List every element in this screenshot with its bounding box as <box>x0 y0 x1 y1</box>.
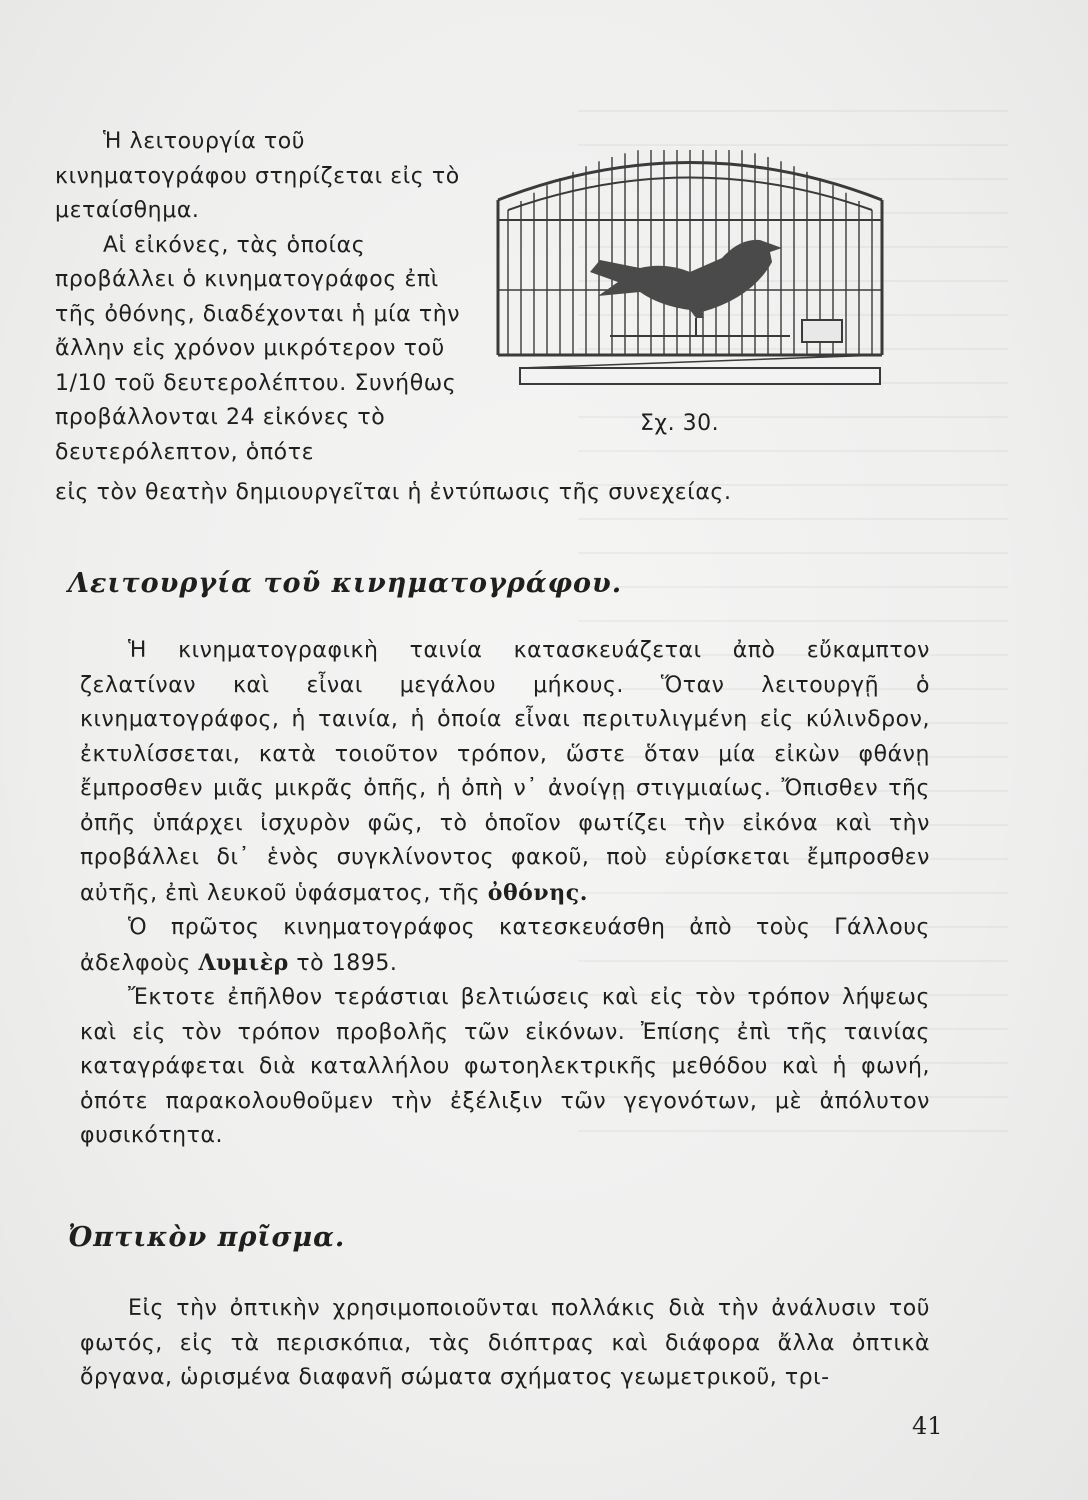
cinema-paragraph-3: Ἔκτοτε ἐπῆλθον τεράστιαι βελτιώσεις καὶ εἰς τὸν τρόπον λήψεως καὶ εἰς τὸν τρόπον προβολῆς τῶν εἰκόνων. Ἐπίσης ἐπὶ τῆς ταινίας καταγράφεται διὰ καταλλήλου φωτοηλεκτρικῆς μεθόδου καὶ ἡ φωνή, ὁπότε παρακολουθοῦμεν τὴν ἐξέλιξιν τῶν γεγονότων, μὲ ἀπόλυτον φυσικότητα. <box>80 985 930 1148</box>
screen-term: ὀθόνης. <box>487 879 588 906</box>
intro-paragraph-2: Αἱ εἰκόνες, τὰς ὁποίας προβάλλει ὁ κινηματογράφος ἐπὶ τῆς ὀθόνης, διαδέχονται ἡ μία τὴν ἄλλην εἰς χρόνον μικρότερον τοῦ 1/10 τοῦ δευτερολέπτου. Συνήθως προβάλλονται 24 εἰκόνες τὸ δευτερόλεπτον, ὁπότε <box>55 232 461 465</box>
page-number: 41 <box>912 1412 943 1440</box>
intro-text <box>55 125 485 470</box>
section-cinema-body <box>80 634 930 1154</box>
cage-floor-edge <box>520 355 882 368</box>
intro-paragraph-1: Ἡ λειτουργία τοῦ κινηματογράφου στηρίζεται εἰς τὸ μεταίσθημα. <box>55 129 460 223</box>
section-heading-prism: Ὀπτικὸν πρῖσμα. <box>68 1222 346 1253</box>
section-prism-body <box>80 1292 930 1396</box>
figure-caption: Σχ. 30. <box>640 411 720 436</box>
intro-final-line: εἰς τὸν θεατὴν δημιουργεῖται ἡ ἐντύπωσις τῆς συνεχείας. <box>55 480 732 505</box>
bird-silhouette <box>590 240 782 318</box>
cinema-paragraph-2-text: Ὁ πρῶτος κινηματογράφος κατεσκευάσθη ἀπὸ τοὺς Γάλλους ἀδελφοὺς <box>80 915 930 976</box>
cage-base <box>520 368 880 384</box>
section-heading-cinema: Λειτουργία τοῦ κινηματογράφου. <box>68 568 623 599</box>
cage-feeder <box>802 320 842 342</box>
cinema-paragraph-1-text: Ἡ κινηματογραφικὴ ταινία κατασκευάζεται ἀπὸ εὔκαμπτον ζελατίναν καὶ εἶναι μεγάλου μήκους. Ὅταν λειτουργῇ ὁ κινηματογράφος, ἡ ταινία, ἡ ὁποία εἶναι περιτυλιγμένη εἰς κύλινδρον, ἐκτυλίσσεται, κατὰ τοιοῦτον τρόπον, ὥστε ὅταν μία εἰκὼν φθάνῃ ἔμπροσθεν μιᾶς μικρᾶς ὀπῆς, ἡ ὀπὴ ν᾽ ἀνοίγῃ στιγμιαίως. Ὄπισθεν τῆς ὀπῆς ὑπάρχει ἰσχυρὸν φῶς, τὸ ὁποῖον φωτίζει τὴν εἰκόνα καὶ τὴν προβάλλει δι᾽ ἑνὸς συγκλίνοντος φακοῦ, ποὺ εὑρίσκεται ἔμπροσθεν αὐτῆς, ἐπὶ λευκοῦ ὑφάσματος, τῆς <box>80 638 930 906</box>
cinema-paragraph-1 <box>80 634 930 911</box>
cinema-paragraph-2 <box>80 911 930 981</box>
lumiere-name: Λυμιὲρ <box>198 949 289 976</box>
birdcage-illustration <box>490 150 890 400</box>
prism-paragraph-1: Εἰς τὴν ὀπτικὴν χρησιμοποιοῦνται πολλάκις διὰ τὴν ἀνάλυσιν τοῦ φωτός, εἰς τὰ περισκόπια, τὰς διόπτρας καὶ διάφορα ἄλλα ὀπτικὰ ὄργανα, ὡρισμένα διαφανῆ σώματα σχήματος γεωμετρικοῦ, τρι- <box>80 1296 930 1390</box>
cinema-paragraph-2-year: τὸ 1895. <box>296 950 398 976</box>
